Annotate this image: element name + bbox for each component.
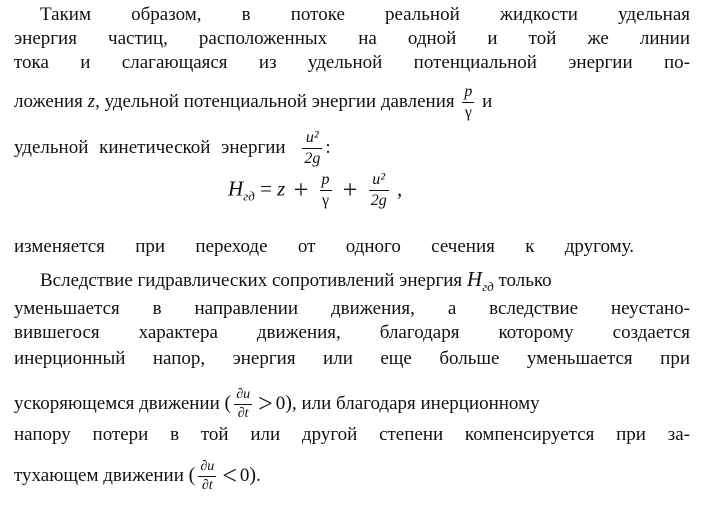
- zero-value: 0: [275, 392, 286, 414]
- p1-line5-text: удельной кинетической энергии: [14, 136, 286, 158]
- line-after-formula: изменяется при переходе от одного сечения к другому.: [14, 236, 634, 257]
- derivative-du-dt: [234, 388, 252, 421]
- p2-var-H-subscript: гд: [482, 279, 494, 294]
- formula-z: z: [277, 176, 286, 201]
- p1-line5: [14, 130, 690, 167]
- p2-line5-after: , или благодаря инерционному: [291, 392, 540, 414]
- p2-line1-after: только: [498, 270, 552, 291]
- greater-than-sign: >: [258, 388, 273, 418]
- formula-comma: ,: [396, 176, 403, 201]
- frac-numerator: u²: [302, 130, 322, 149]
- frac-denominator: 2g: [304, 150, 321, 167]
- frac-denominator: ∂t: [201, 478, 213, 493]
- p1-line4: [14, 84, 690, 121]
- derivative-du-dt: [198, 460, 216, 493]
- frac-denominator: 2g: [370, 192, 387, 209]
- p2-line5-text: ускоряющемся движении: [14, 392, 220, 414]
- zero-value: 0: [239, 464, 250, 486]
- p1-line4-end: и: [482, 90, 493, 112]
- p1-line4-text: ложения: [14, 90, 83, 112]
- p2-line6: напору потери в той или другой степени компенсируется при за-: [14, 424, 690, 445]
- frac-denominator: ∂t: [237, 406, 249, 421]
- formula-fraction-p-gamma: [320, 172, 332, 209]
- energy-formula: [228, 172, 402, 209]
- p2-line2: уменьшается в направлении движения, а вследствие неустано-: [14, 298, 690, 319]
- close-paren: ): [285, 391, 292, 414]
- p1-line4-middle: , удельной потенциальной энергии давления: [95, 90, 455, 112]
- p2-line5: [14, 388, 690, 421]
- p1-line5-end: :: [325, 136, 331, 158]
- var-z: z: [87, 90, 96, 112]
- p2-line7: [14, 460, 690, 493]
- open-paren: (: [224, 391, 232, 414]
- formula-subscript: гд: [243, 188, 255, 204]
- p1-line1: Таким образом, в потоке реальной жидкости удельная: [40, 4, 690, 25]
- frac-numerator: u²: [369, 172, 389, 191]
- p1-line3: тока и слагающаяся из удельной потенциальной энергии по-: [14, 52, 690, 73]
- p2-line1: [40, 268, 690, 298]
- less-than-sign: <: [222, 460, 237, 490]
- formula-plus-1: +: [293, 175, 309, 205]
- frac-numerator: p: [320, 172, 332, 191]
- formula-plus-2: +: [342, 175, 358, 205]
- formula-H: H: [228, 176, 244, 201]
- formula-equals: =: [260, 176, 272, 201]
- frac-denominator: γ: [321, 192, 330, 209]
- close-paren: ): [249, 463, 257, 486]
- open-paren: (: [188, 463, 196, 486]
- p2-line3: вившегося характера движения, благодаря которому создается: [14, 322, 690, 343]
- frac-numerator: ∂u: [198, 460, 216, 477]
- frac-numerator: p: [462, 84, 474, 103]
- p1-line2: энергия частиц, расположенных на одной и той же линии: [14, 28, 690, 49]
- frac-denominator: γ: [464, 104, 472, 121]
- p2-line4: инерционный напор, энергия или еще больше уменьшается при: [14, 348, 690, 369]
- frac-numerator: ∂u: [234, 388, 252, 405]
- fraction-p-over-gamma: [462, 84, 474, 121]
- p2-line7-after: .: [256, 464, 261, 486]
- p2-line7-text: тухающем движении: [14, 464, 184, 486]
- p2-var-H: H: [466, 267, 483, 291]
- formula-fraction-u2-2g: [369, 172, 389, 209]
- fraction-u2-over-2g: [302, 130, 322, 167]
- p2-line1-text: Вследствие гидравлических сопротивлений энергия: [40, 270, 463, 291]
